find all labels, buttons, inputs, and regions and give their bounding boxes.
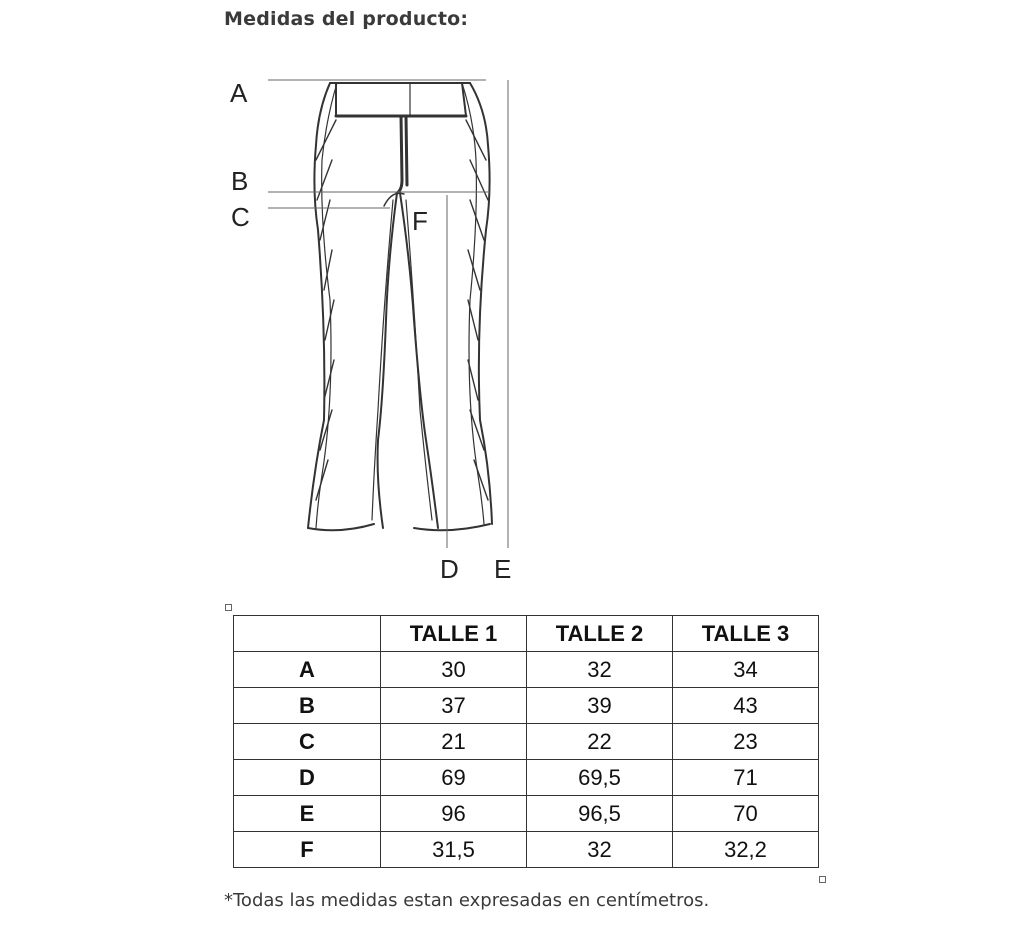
table-cell: 23 [673, 724, 819, 760]
size-table-container [233, 615, 819, 868]
table-cell: 69 [381, 760, 527, 796]
size-table [233, 615, 819, 868]
fly [397, 116, 407, 193]
row-label: F [234, 832, 381, 868]
table-cell: 21 [381, 724, 527, 760]
table-cell: 96,5 [527, 796, 673, 832]
row-label: A [234, 652, 381, 688]
label-c: C [231, 202, 250, 232]
table-cell: 32 [527, 832, 673, 868]
label-e: E [494, 554, 512, 584]
label-f: F [412, 206, 428, 236]
table-row [234, 652, 819, 688]
table-cell: 32,2 [673, 832, 819, 868]
table-cell: 69,5 [527, 760, 673, 796]
table-row [234, 796, 819, 832]
row-label: B [234, 688, 381, 724]
table-cell: 22 [527, 724, 673, 760]
table-cell: 31,5 [381, 832, 527, 868]
table-row [234, 688, 819, 724]
header-cell-talle-1: TALLE 1 [381, 616, 527, 652]
footnote: *Todas las medidas estan expresadas en centímetros. [224, 890, 710, 911]
header-cell-talle-3: TALLE 3 [673, 616, 819, 652]
header-cell-talle-2: TALLE 2 [527, 616, 673, 652]
left-hem [308, 524, 374, 530]
right-inner-seam [400, 193, 438, 528]
label-b: B [231, 166, 249, 196]
table-cell: 43 [673, 688, 819, 724]
table-header-row [234, 616, 819, 652]
table-row [234, 832, 819, 868]
table-cell: 71 [673, 760, 819, 796]
table-cell: 30 [381, 652, 527, 688]
label-a: A [230, 78, 248, 108]
table-row [234, 724, 819, 760]
row-label: C [234, 724, 381, 760]
page-title: Medidas del producto: [224, 8, 469, 30]
label-d: D [440, 554, 459, 584]
table-row [234, 760, 819, 796]
table-cell: 32 [527, 652, 673, 688]
table-cell: 96 [381, 796, 527, 832]
table-cell: 39 [527, 688, 673, 724]
row-label: E [234, 796, 381, 832]
table-cell: 34 [673, 652, 819, 688]
left-outer-seam [308, 83, 330, 528]
table-cell: 37 [381, 688, 527, 724]
table-cell: 70 [673, 796, 819, 832]
table-corner-marker-top [225, 604, 232, 611]
table-corner-marker-bottom [819, 876, 826, 883]
row-label: D [234, 760, 381, 796]
header-cell-empty [234, 616, 381, 652]
right-hem [414, 524, 490, 530]
